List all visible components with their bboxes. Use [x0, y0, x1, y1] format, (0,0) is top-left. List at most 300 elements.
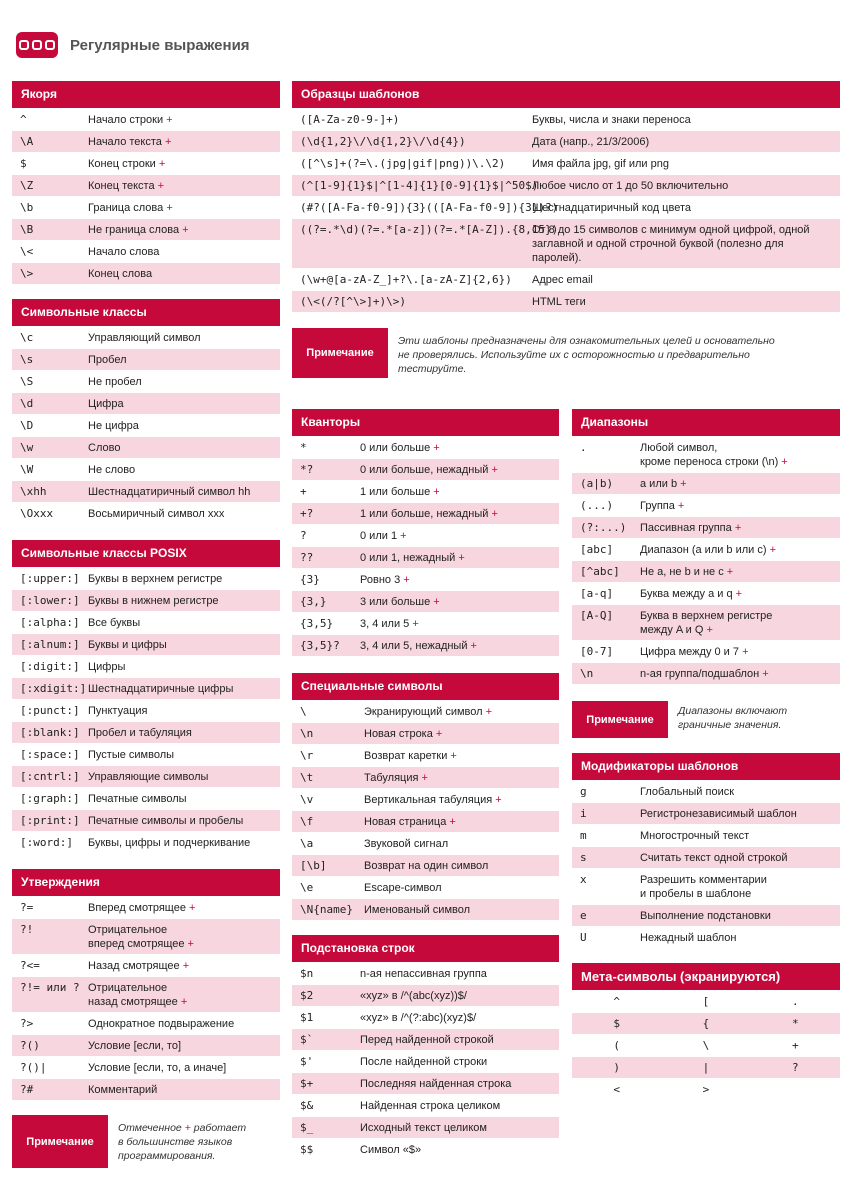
note-ranges-label: Примечание	[572, 701, 668, 738]
table-row	[292, 899, 559, 920]
pattern-cell: i	[580, 807, 587, 820]
plus-marker: +	[409, 618, 419, 630]
description-cell	[640, 931, 840, 945]
description-text: Управляющие символы	[88, 771, 209, 783]
description-text: Последняя найденная строка	[360, 1078, 512, 1090]
description-text: Конец слова	[88, 268, 153, 280]
description-text: Многострочный текст	[640, 830, 750, 842]
table-row	[12, 977, 280, 1012]
table-row	[572, 495, 840, 516]
table-row	[292, 1007, 559, 1028]
description-cell	[88, 572, 280, 586]
meta-char	[751, 1079, 840, 1100]
description-text: Буквы в нижнем регистре	[88, 595, 219, 607]
table-row	[12, 393, 280, 414]
description-cell	[88, 770, 280, 784]
description-text: Дата (напр., 21/3/2006)	[532, 136, 650, 148]
description-cell	[364, 837, 559, 851]
description-cell	[88, 923, 280, 951]
description-cell	[532, 223, 840, 265]
description-text: Шестнадцатиричные цифры	[88, 683, 234, 695]
meta-char: $	[613, 1017, 620, 1030]
section-assertions	[12, 869, 280, 1101]
description-text: Звуковой сигнал	[364, 838, 449, 850]
table-row	[292, 789, 559, 810]
description-cell	[88, 157, 280, 171]
description-cell	[360, 1077, 559, 1091]
description-cell	[88, 135, 280, 149]
description-text: Группа	[640, 500, 675, 512]
description-text: Нежадный шаблон	[640, 932, 737, 944]
pattern-cell: [\b]	[300, 859, 327, 872]
pattern-cell: ((?=.*\d)(?=.*[a-z])(?=.*[A-Z]).{8,15})	[300, 223, 559, 236]
description-text: Условие [если, то]	[88, 1040, 182, 1052]
plus-marker: +	[163, 202, 173, 214]
table-row	[292, 613, 559, 634]
table-row	[572, 927, 840, 948]
description-text: Условие [если, то, а иначе]	[88, 1062, 227, 1074]
description-text: Начало слова	[88, 246, 160, 258]
table-row	[12, 919, 280, 954]
pattern-cell: (\<(/?[^\>]+)\>)	[300, 295, 406, 308]
meta-char: [	[702, 995, 710, 1008]
plus-marker: +	[179, 960, 190, 972]
meta-char: ^	[613, 995, 620, 1008]
section-title: Специальные символы	[292, 673, 559, 700]
pattern-cell: ([^\s]+(?=\.(jpg|gif|png))\.\2)	[300, 157, 506, 170]
description-text: Буквы, числа и знаки переноса	[532, 114, 691, 126]
table-row	[12, 1079, 280, 1100]
pattern-cell: $1	[300, 1011, 314, 1024]
pattern-cell: (a|b)	[580, 477, 614, 490]
description-cell	[88, 1083, 280, 1097]
description-text: Комментарий	[88, 1084, 158, 1096]
table-row	[572, 825, 840, 846]
description-text: Печатные символы	[88, 793, 187, 805]
description-cell	[88, 1039, 280, 1053]
description-cell	[640, 609, 840, 637]
pattern-cell: $'	[300, 1055, 314, 1068]
description-text: Буквы и цифры	[88, 639, 167, 651]
pattern-cell: [:upper:]	[20, 572, 80, 585]
pattern-cell: \B	[20, 223, 34, 236]
description-cell	[88, 792, 280, 806]
pattern-cell: [abc]	[580, 543, 614, 556]
description-text: a или b	[640, 478, 678, 490]
pattern-cell: \S	[20, 375, 34, 388]
table-row	[12, 634, 280, 655]
description-cell	[640, 909, 840, 923]
table-row	[572, 869, 840, 904]
table-row	[292, 1139, 559, 1160]
table-row	[572, 605, 840, 640]
description-cell	[640, 587, 840, 601]
description-text: Буква между a и q	[640, 588, 733, 600]
meta-char: <	[613, 1083, 620, 1096]
table-row	[292, 1117, 559, 1138]
description-text: 0 или 1, нежадный	[360, 552, 456, 564]
description-cell	[360, 967, 559, 981]
pattern-cell: \e	[300, 881, 314, 894]
description-cell	[88, 981, 280, 1009]
pattern-cell: $_	[300, 1121, 314, 1134]
plus-marker: +	[400, 574, 410, 586]
pattern-cell: \a	[300, 837, 314, 850]
plus-marker: +	[488, 508, 498, 520]
table-row	[12, 327, 280, 348]
pattern-cell: ?()	[20, 1039, 40, 1052]
meta-char: (	[613, 1039, 620, 1052]
description-cell	[88, 901, 280, 915]
pattern-cell: ?<=	[20, 959, 40, 972]
description-cell	[88, 638, 280, 652]
table-row	[572, 905, 840, 926]
description-text: Символ «$»	[360, 1144, 422, 1156]
description-text: Выполнение подстановки	[640, 910, 771, 922]
table-row	[12, 109, 280, 130]
description-cell	[88, 267, 280, 281]
description-text: Возврат каретки	[364, 750, 448, 762]
pattern-cell: \c	[20, 331, 34, 344]
description-cell	[360, 507, 559, 521]
pattern-cell: $2	[300, 989, 314, 1002]
description-cell	[640, 645, 840, 659]
table-row	[292, 569, 559, 590]
plus-marker: +	[732, 588, 743, 600]
meta-row	[572, 1079, 840, 1100]
description-cell	[88, 704, 280, 718]
description-cell	[640, 829, 840, 843]
table-row	[12, 153, 280, 174]
section-modifiers	[572, 753, 840, 949]
section-title: Символьные классы	[12, 299, 280, 326]
table-row	[292, 1051, 559, 1072]
description-text: 0 или 1	[360, 530, 398, 542]
description-cell	[360, 989, 559, 1003]
table-row	[12, 612, 280, 633]
table-row	[12, 766, 280, 787]
pattern-cell: [:space:]	[20, 748, 80, 761]
pattern-cell: [a-q]	[580, 587, 614, 600]
pattern-cell: ?!	[20, 923, 34, 936]
description-text: Не пробел	[88, 376, 142, 388]
description-text: Адрес email	[532, 274, 593, 286]
table-row	[12, 656, 280, 677]
table-row	[12, 832, 280, 853]
description-text: Буквы, цифры и подчеркивание	[88, 837, 251, 849]
plus-marker: +	[185, 902, 196, 914]
description-cell	[360, 1121, 559, 1135]
table-row	[292, 635, 559, 656]
table-row	[12, 1057, 280, 1078]
description-cell	[360, 1143, 559, 1157]
description-text: Именованый символ	[364, 904, 471, 916]
description-text: Найденная строка целиком	[360, 1100, 501, 1112]
table-row	[572, 437, 840, 472]
table-row	[12, 459, 280, 480]
table-row	[292, 291, 840, 312]
description-text: n-ая непассивная группа	[360, 968, 487, 980]
pattern-cell: s	[580, 851, 587, 864]
table-row	[12, 788, 280, 809]
description-text: Табуляция	[364, 772, 419, 784]
plus-marker: +	[163, 114, 173, 126]
description-text: 1 или больше	[360, 486, 431, 498]
pattern-cell: \Z	[20, 179, 34, 192]
section-char-classes	[12, 299, 280, 525]
table-row	[292, 131, 840, 152]
section-title: Мета-символы (экранируются)	[572, 963, 840, 990]
description-text: Буквы в верхнем регистре	[88, 573, 223, 585]
description-cell	[360, 573, 559, 587]
table-row	[292, 109, 840, 130]
plus-marker: +	[418, 772, 428, 784]
description-cell	[88, 113, 280, 127]
pattern-cell: m	[580, 829, 587, 842]
pattern-cell: .	[580, 441, 587, 454]
description-text: Восьмиричный символ xxx	[88, 508, 225, 520]
table-row	[12, 503, 280, 524]
description-cell	[364, 771, 559, 785]
pattern-cell: $&	[300, 1099, 314, 1112]
plus-marker: +	[766, 544, 777, 556]
description-cell	[88, 1017, 280, 1031]
pattern-cell: \	[300, 705, 307, 718]
table-row	[572, 517, 840, 538]
table-row	[292, 547, 559, 568]
description-cell	[360, 1055, 559, 1069]
table-row	[292, 175, 840, 196]
description-text: Диапазон (a или b или c)	[640, 544, 767, 556]
description-text: Отрицательное вперед смотрящее	[88, 924, 185, 950]
note-patterns-label: Примечание	[292, 328, 388, 378]
description-text: Новая страница	[364, 816, 447, 828]
pattern-cell: $`	[300, 1033, 314, 1046]
pattern-cell: (^[1-9]{1}$|^[1-4]{1}[0-9]{1}$|^50$)	[300, 179, 539, 192]
plus-marker: +	[482, 706, 493, 718]
description-text: Не цифра	[88, 420, 139, 432]
pattern-cell: \d	[20, 397, 34, 410]
description-cell	[532, 201, 840, 215]
description-cell	[364, 749, 559, 763]
description-cell	[88, 485, 280, 499]
description-text: Начало текста	[88, 136, 162, 148]
pattern-cell: e	[580, 909, 587, 922]
description-cell	[640, 477, 840, 491]
meta-char: +	[792, 1039, 799, 1052]
plus-marker: +	[778, 456, 788, 468]
description-cell	[532, 135, 840, 149]
description-text: Escape-символ	[364, 882, 442, 894]
description-cell	[364, 815, 559, 829]
description-cell	[360, 639, 559, 653]
table-row	[572, 539, 840, 560]
description-cell	[532, 295, 840, 309]
note-ranges-text: Диапазоны включают граничные значения.	[678, 705, 788, 731]
description-text: Имя файла jpg, gif или png	[532, 158, 669, 170]
plus-marker: +	[154, 180, 165, 192]
plus-marker: +	[179, 224, 189, 236]
description-cell	[88, 223, 280, 237]
table-row	[572, 583, 840, 604]
table-row	[12, 590, 280, 611]
description-text: Пунктуация	[88, 705, 148, 717]
description-cell	[88, 463, 280, 477]
description-cell	[88, 179, 280, 193]
meta-row	[572, 1057, 840, 1078]
table-row	[292, 745, 559, 766]
section-title: Якоря	[12, 81, 280, 108]
description-text: Возврат на один символ	[364, 860, 489, 872]
plus-marker: +	[184, 938, 194, 950]
description-text: Не граница слова	[88, 224, 180, 236]
description-text: 3, 4 или 5, нежадный	[360, 640, 468, 652]
description-cell	[364, 859, 559, 873]
note-patterns	[292, 328, 840, 378]
description-cell	[88, 201, 280, 215]
meta-char: >	[702, 1083, 710, 1096]
meta-char: ?	[792, 1061, 799, 1074]
description-text: Пробел	[88, 354, 127, 366]
description-cell	[88, 1061, 280, 1075]
pattern-cell: \xhh	[20, 485, 47, 498]
description-cell	[88, 441, 280, 455]
meta-row	[572, 1035, 840, 1056]
description-cell	[640, 667, 840, 681]
pattern-cell: U	[580, 931, 587, 944]
description-text: Ровно 3	[360, 574, 401, 586]
pattern-cell: x	[580, 873, 587, 886]
pattern-cell: [:word:]	[20, 836, 73, 849]
description-text: Шестнадцатиричный символ hh	[88, 486, 251, 498]
description-cell	[364, 881, 559, 895]
description-cell	[360, 1099, 559, 1113]
description-cell	[532, 157, 840, 171]
table-row	[12, 219, 280, 240]
pattern-cell: \D	[20, 419, 34, 432]
description-text: Любой символ, кроме переноса строки (\n)	[640, 442, 779, 468]
pattern-cell: \>	[20, 267, 34, 280]
description-text: 1 или больше, нежадный	[360, 508, 489, 520]
table-row	[292, 269, 840, 290]
description-text: «xyz» в /^(abc(xyz))$/	[360, 990, 467, 1002]
pattern-cell: \W	[20, 463, 34, 476]
table-row	[292, 985, 559, 1006]
table-row	[12, 722, 280, 743]
description-cell	[360, 1011, 559, 1025]
pattern-cell: {3,5}	[300, 617, 334, 630]
pattern-cell: ?!= или ?	[20, 981, 80, 994]
description-cell	[640, 785, 840, 799]
page-header	[16, 30, 250, 60]
pattern-cell: \f	[300, 815, 314, 828]
section-substitution	[292, 935, 559, 1161]
table-row	[292, 219, 840, 268]
pattern-cell: \v	[300, 793, 314, 806]
description-text: 0 или больше, нежадный	[360, 464, 489, 476]
description-text: 3, 4 или 5	[360, 618, 410, 630]
table-row	[292, 481, 559, 502]
table-row	[12, 897, 280, 918]
pattern-cell: \b	[20, 201, 34, 214]
section-special-chars	[292, 673, 559, 921]
description-text: Цифра между 0 и 7	[640, 646, 740, 658]
note-left-label: Примечание	[12, 1115, 108, 1168]
description-text: Отрицательное назад смотрящее	[88, 982, 178, 1008]
pattern-cell: (\d{1,2}\/\d{1,2}\/\d{4})	[300, 135, 466, 148]
description-text: Начало строки	[88, 114, 164, 126]
table-row	[292, 723, 559, 744]
meta-char: *	[792, 1017, 799, 1030]
description-cell	[88, 814, 280, 828]
table-row	[292, 701, 559, 722]
table-row	[292, 855, 559, 876]
description-cell	[360, 463, 559, 477]
pattern-cell: [:alnum:]	[20, 638, 80, 651]
pattern-cell: +?	[300, 507, 314, 520]
plus-marker: +	[177, 996, 188, 1008]
pattern-cell: [A-Q]	[580, 609, 614, 622]
pattern-cell: $$	[300, 1143, 314, 1156]
description-text: Цифры	[88, 661, 126, 673]
description-cell	[640, 873, 840, 901]
section-title: Символьные классы POSIX	[12, 540, 280, 567]
description-text: Новая строка	[364, 728, 433, 740]
description-cell	[640, 565, 840, 579]
table-row	[572, 641, 840, 662]
description-cell	[360, 1033, 559, 1047]
table-row	[292, 963, 559, 984]
pattern-cell: ?()|	[20, 1061, 47, 1074]
table-row	[572, 473, 840, 494]
table-row	[12, 131, 280, 152]
meta-char: |	[702, 1061, 710, 1074]
pattern-cell: (\w+@[a-zA-Z_]+?\.[a-zA-Z]{2,6})	[300, 273, 512, 286]
section-posix-classes	[12, 540, 280, 854]
table-row	[12, 1035, 280, 1056]
description-cell	[640, 851, 840, 865]
table-row	[12, 810, 280, 831]
description-cell	[88, 959, 280, 973]
description-cell	[360, 485, 559, 499]
plus-marker: +	[446, 816, 456, 828]
description-text: Не a, не b и не c	[640, 566, 724, 578]
description-cell	[88, 616, 280, 630]
description-text: 0 или больше	[360, 442, 431, 454]
table-row	[292, 437, 559, 458]
section-title: Диапазоны	[572, 409, 840, 436]
plus-marker: +	[703, 624, 713, 636]
table-row	[12, 241, 280, 262]
table-row	[12, 437, 280, 458]
table-row	[12, 955, 280, 976]
pattern-cell: [:lower:]	[20, 594, 80, 607]
plus-marker: +	[739, 646, 749, 658]
pattern-cell: \r	[300, 749, 314, 762]
description-cell	[88, 682, 280, 696]
section-title: Кванторы	[292, 409, 559, 436]
plus-marker: +	[430, 442, 440, 454]
pattern-cell: [^abc]	[580, 565, 620, 578]
table-row	[12, 197, 280, 218]
description-cell	[88, 726, 280, 740]
table-row	[12, 568, 280, 589]
plus-marker: +	[155, 158, 166, 170]
section-meta-chars	[572, 963, 840, 1101]
pattern-cell: [:cntrl:]	[20, 770, 80, 783]
pattern-cell: ^	[20, 113, 27, 126]
pattern-cell: [:print:]	[20, 814, 80, 827]
